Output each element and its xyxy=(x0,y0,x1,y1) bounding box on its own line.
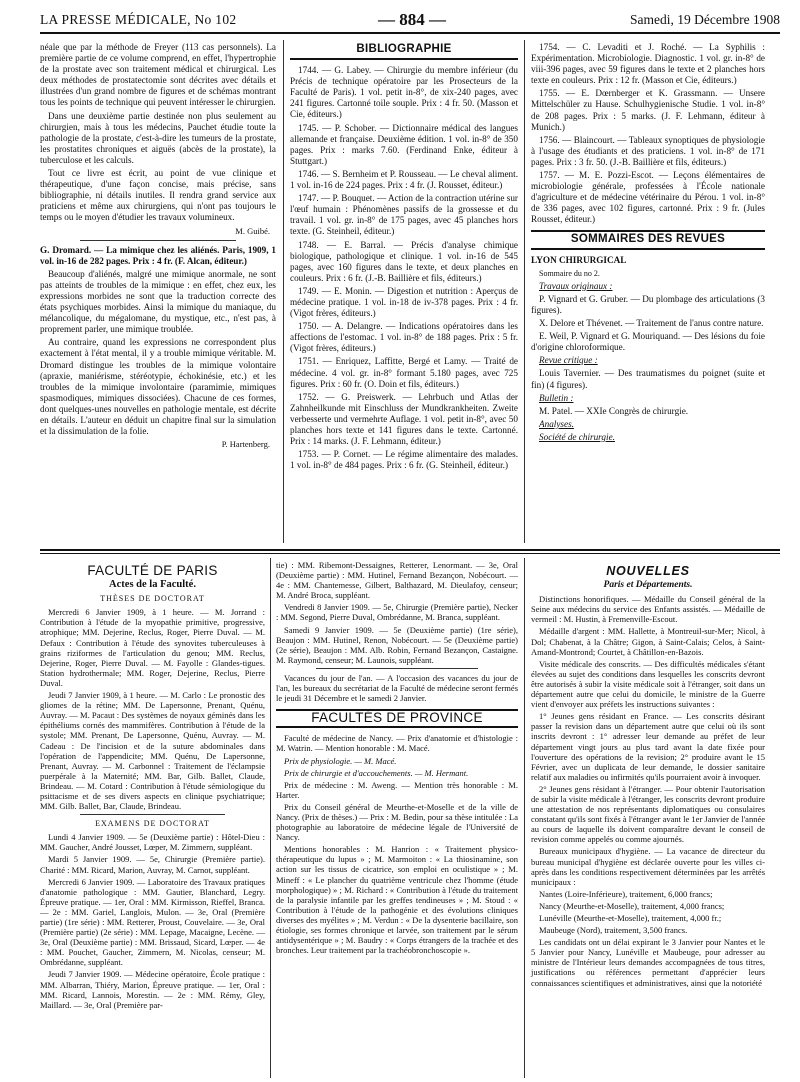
summary-item: Louis Tavernier. — Des traumatismes du poignet (suite et fin) (4 figures). xyxy=(531,368,765,390)
subheading xyxy=(531,419,765,430)
subheading-text: Société de chirurgie. xyxy=(539,431,615,442)
journal-title: LA PRESSE MÉDICALE, No 102 xyxy=(40,12,237,27)
news-list-item: Maubeuge (Nord), traitement, 3,500 francs. xyxy=(539,925,688,936)
faculte-paris-column xyxy=(40,563,265,1012)
review-paragraph: Tout ce livre est écrit, au point de vue clinique et thérapeutique, d'une façon concise, mais précise, sans bibliographie, ni détails inutiles. Il rendra grand service aux praticiens et même aux chirurgiens, qui n'ont pas toujours le temps ou le moyen d'étudier les travaux volumineux. xyxy=(40,168,276,223)
subsection-title: Paris et Départements. xyxy=(603,580,693,591)
exam-paragraph: Jeudi 7 Janvier 1909, à 1 heure. — M. Carlo : Le pronostic des gliomes de la rétine; MM. De Lapersonne, Prenant, Quénu, Auvray. — M. Pacaut : Des systèmes de noyaux géminés dans les épithéliums cornés des mammifères. Contribution à l'étude de la systole; MM. Prenant, De Lapersonne, Quénu, Auvray. — M. Cadeau : De l'incision et de la suture abdominales dans l'opération de l'appendicite; MM. Quénu, De Lapersonne, Prenant, Auvray. — M. Carbonnel : Traitement de l'éclampsie puerpérale à la Maternité; MM. Bar, Gilb. Ballet, Claude, Brindeau. — M. Cotard : Contribution à l'étude sémiologique du psittacisme et de ses divers aspects en clinique psychiatrique; MM. Gilb. Ballet, Bar, Claude, Brindeau. xyxy=(40,690,265,812)
bib-entry: 1756. — Blaincourt. — Tableaux synoptiques de physiologie à l'usage des étudiants et des praticiens. 1 vol. in-8° de 171 pages. Prix : 3 fr. 50. (J.-B. Baillière et fils, éditeurs.) xyxy=(531,134,765,167)
exam-paragraph: Samedi 9 Janvier 1909. — 5e (Deuxième partie) (1re série), Beaujon : MM. Hutinel, Renon, Nobécourt. — 5e (Deuxième partie) (2e série), Beaujon : MM. Alb. Robin, Fernand Bezançon, Castaigne. M. Raymond, censeur; M. Launois, suppléant. xyxy=(276,624,518,665)
page-number: — 884 — xyxy=(378,10,446,29)
faculte-middle-column xyxy=(276,560,518,957)
section-title: SOMMAIRES DES REVUES xyxy=(531,230,765,250)
prize-paragraph: Prix du Conseil général de Meurthe-et-Moselle et de la ville de Nancy. (Prix de thèses.) — Prix : M. Bedin, pour sa thèse intitulée : La photographie au laboratoire de médecine légale de l'Université de Nancy. xyxy=(276,801,518,843)
subheading xyxy=(531,281,765,292)
bib-entry: 1749. — E. Monin. — Digestion et nutrition : Aperçus de médecine pratique. 1 vol. in-18 de iv-378 pages. Prix : 4 fr. (Vigot frères, éditeurs.) xyxy=(290,285,518,319)
bib-entry: 1752. — G. Preiswerk. — Lehrbuch und Atlas der Zahnheilkunde mit Einschluss der Mundkrankheiten. Zweite verbesserte und vermehrte Auflage. 1 vol. petit in-8°, avec 50 planches hors texte et 141 figures dans le texte. Cartonné. Prix : 14 marks. (J. F. Lehmann, éditeur.) xyxy=(290,391,518,447)
summary-item: P. Vignard et G. Gruber. — Du plombage des articulations (3 figures). xyxy=(531,293,765,315)
summary-item: M. Patel. — XXIe Congrès de chirurgie. xyxy=(539,405,689,416)
news-paragraph: Bureaux municipaux d'hygiène. — La vacance de directeur du bureau municipal d'hygiène est déclarée ouverte pour les villes ci-après dans les conditions respectivement déterminées par les arrêtés municipaux : xyxy=(531,846,765,887)
section-title: NOUVELLES xyxy=(606,564,690,578)
journal-name: LYON CHIRURGICAL xyxy=(531,254,627,265)
news-list-item: Nancy (Meurthe-et-Moselle), traitement, 4,000 francs; xyxy=(539,900,725,911)
subheading-text: Analyses. xyxy=(539,418,574,429)
subheading-text: Travaux originaux : xyxy=(539,280,613,291)
prize-paragraph: Prix de physiologie. — M. Macé. xyxy=(284,755,397,766)
bib-entry: 1748. — E. Barral. — Précis d'analyse chimique biologique, pathologique et clinique. 1 vol. in-16 de 545 pages, avec 160 figures dans le texte, et deux planches en couleurs. Prix : 6 fr. (J.-B. Baillière et fils, éditeurs.) xyxy=(290,239,518,283)
bib-entry: 1750. — A. Delangre. — Indications opératoires dans les affections de l'estomac. 1 vol. in-8° de 188 pages. Prix : 5 fr. (Vigot frères, éditeurs.) xyxy=(290,321,518,354)
exam-paragraph: Mercredi 6 Janvier 1909. — Laboratoire des Travaux pratiques d'anatomie pathologique : MM. Gautier, Blanchard, Legry. Épreuve pratique. — 1er, Oral : MM. Kirmisson, Rieffel, Branca. — 2e : MM. Gariel, Langlois, Mulon. — 3e, Oral (Première partie) (1re série) : MM. Retterer, Proust, Couvelaire. — 3e, Oral (Première partie) (2e série) : MM. Lepage, Macaigne, Lecène. — 3e, Oral (Deuxième partie) : MM. Brissaud, Sicard, Lœper. — 4e : MM. Pouchet, Gaucher, Zimmern, M. Nicolas, censeur; M. Ombrédanne, suppléant. xyxy=(40,876,265,968)
prize-paragraph: Prix de chirurgie et d'accouchements. — M. Hermant. xyxy=(284,767,469,778)
exam-paragraph: Mercredi 6 Janvier 1909, à 1 heure. — M. Jorrand : Contribution à l'étude de la myopathie primitive, progressive, atrophique; MM. Dejerine, Reclus, Roger, Pierre Duval. — M. Defaux : Contribution à l'étude des synovites tuberculeuses à grains riziformes de l'articulation du genou; MM. Reclus, Dejerine, Roger, Pierre Duval. — M. Fayolle : Glandes-tigues. Station hydrothermale; MM. Roger, Dejerine, Reclus, Pierre Duval. xyxy=(40,607,265,688)
review-paragraph: Dans une deuxième partie destinée non plus seulement au chirurgien, mais à tous les médecins, Pauchet étudie toute la pathologie de la prostate, c'est-à-dire les tumeurs de la prostate, les prostatites chroniques et aiguës (abcès de la prostate), la tuberculose et les calculs. xyxy=(40,110,276,165)
divider xyxy=(80,240,236,241)
bib-entry: 1753. — P. Cornet. — Le régime alimentaire des malades. 1 vol. in-8° de 484 pages. Prix : 6 fr. (G. Steinheil, éditeur.) xyxy=(290,449,518,471)
section-title: BIBLIOGRAPHIE xyxy=(290,42,518,60)
bib-entry: 1744. — G. Labey. — Chirurgie du membre inférieur (du Précis de technique opératoire par les Prosecteurs de la Faculté de Paris). 1 vol. petit in-8°, de xix-240 pages, avec 241 figures. Cartonné toile souple. Prix : 4 fr. 50. (Masson et Cie, éditeurs.) xyxy=(290,65,518,120)
subheading xyxy=(531,355,765,366)
review-signature: M. Guibé. xyxy=(235,225,270,236)
issue-date: Samedi, 19 Décembre 1908 xyxy=(630,12,780,27)
journal-summary-label: Sommaire du no 2. xyxy=(539,268,600,278)
subsection-label: EXAMENS DE DOCTORAT xyxy=(95,819,210,829)
review-column xyxy=(40,42,276,450)
review-paragraph: Beaucoup d'aliénés, malgré une mimique anormale, ne sont pas atteints de troubles de la mimique : en effet, chez eux, les expressions morbides ne sont que la traduction correcte des états psychiques morbides. Ainsi la mimique du maniaque, du mélancolique, du mégalomane, du mystique, etc., n'est pas, à proprement parler, une mimique troublée. xyxy=(40,268,276,335)
news-list-item: Nantes (Loire-Inférieure), traitement, 6,000 francs; xyxy=(539,888,713,899)
news-list-item: Lunéville (Meurthe-et-Moselle), traitement, 4,000 fr.; xyxy=(539,913,722,923)
prize-paragraph: Faculté de médecine de Nancy. — Prix d'anatomie et d'histologie : M. Watrin. — Mention honorable : M. Macé. xyxy=(276,733,518,754)
divider xyxy=(316,668,478,669)
bib-entry: 1745. — P. Schober. — Dictionnaire médical des langues allemande et française. Deuxième édition. 1 vol. in-8° de 350 pages. Prix : marks 7.60. (Ferdinand Enke, éditeur à Stuttgart.) xyxy=(290,122,518,166)
column-divider xyxy=(524,558,525,1078)
vacances-notice: Vacances du jour de l'an. — A l'occasion des vacances du jour de l'an, les bureaux du secrétariat de la Faculté de médecine seront fermés le jeudi 31 Décembre et le samedi 2 Janvier. xyxy=(276,672,518,704)
section-divider xyxy=(40,553,780,554)
summary-item: X. Delore et Thévenet. — Traitement de l'anus contre nature. xyxy=(539,318,764,329)
bib-entry: 1757. — M. E. Pozzi-Escot. — Leçons élémentaires de microbiologie générale, professées à l'École nationale d'agriculture et de médecine vétérinaire du Pérou. 1 vol. in-8° de 336 pages, avec 102 figures, cartonné. Prix : 9 fr. (Jules Rousset, éditeur.) xyxy=(531,170,765,225)
bib-entry: 1751. — Enriquez, Laffitte, Bergé et Lamy. — Traité de médecine. 4 vol. gr. in-8° formant 5.180 pages, avec 725 figures. Prix : 60 fr. (O. Doin et fils, éditeurs.) xyxy=(290,356,518,389)
bib-entry: 1754. — C. Levaditi et J. Roché. — La Syphilis : Expérimentation. Microbiologie. Diagnostic. 1 vol. gr. in-8° de viii-396 pages, avec 59 figures dans le texte et 2 planches hors texte en couleurs. Prix : 12 fr. (Masson et Cie, éditeurs.) xyxy=(531,42,765,86)
page-header xyxy=(40,10,780,34)
bib-entry: 1746. — S. Bernheim et P. Rousseau. — Le cheval aliment. 1 vol. in-16 de 224 pages. Prix : 4 fr. (J. Rousset, éditeur.) xyxy=(290,168,518,191)
summary-item: E. Weil, P. Vignard et G. Mouriquand. — Des lésions du foie d'origine chloroformique. xyxy=(531,331,765,353)
bibliographie-column xyxy=(290,42,518,473)
subheading-text: Revue critique : xyxy=(539,355,598,366)
prize-paragraph: Mentions honorables : M. Hanrion : « Traitement physico-thérapeutique du lupus » ; M. Marmoiton : « La thiosinamine, son action sur les tissus de cicatrice, son emploi en oculistique » ; M. Mineff : « Le plancher du quatrième ventricule chez l'homme (étude morphologique) » ; M. Richard : « Contribution à l'étude du traitement de la paralysie infantile par les greffes tendineuses » ; M. Stoud : « Contribution à l'étude de la pathogénie et des évolutions cliniques diverses des myélites » ; M. Verdun : « De la dysenterie bacillaire, son étiologie, ses formes chronique et larvée, son traitement par le sérum antidysentérique » ; M. Baudry : « Corps étrangers de la trachée et des bronches. Leur traitement par la trachéobronchoscopie ». xyxy=(276,844,518,956)
exam-paragraph: tie) : MM. Ribemont-Dessaignes, Retterer, Lenormant. — 3e, Oral (Deuxième partie) : MM. Hutinel, Fernand Bezançon, Nobécourt. — 4e : MM. Chantemesse, Gilbert, Balthazard, M. Dieulafoy, censeur; M. André Broca, suppléant. xyxy=(276,560,518,601)
section-title: FACULTÉ DE PARIS xyxy=(87,563,218,578)
bib-entry: 1755. — E. Dœrnberger et K. Grassmann. — Unsere Mittelschüler zu Hause. Schulhygienische Studie. 1 vol. in-8° de 208 pages. Prix : 5 marks. (J. F. Lehmann, éditeur à Munich.) xyxy=(531,88,765,132)
news-paragraph: Distinctions honorifiques. — Médaille du Conseil général de la Seine aux médecins du service des Enfants assistés. — Médaille de vermeil : M. Hustin, à Fremenville-Escout. xyxy=(531,594,765,625)
news-paragraph: Les candidats ont un délai expirant le 3 Janvier pour Nantes et le 5 Janvier pour Nancy, Lunéville et Maubeuge, pour adresser au ministre de l'Intérieur leurs demandes accompagnées de tous titres, justifications ou références permettant d'apprécier leurs connaissances scientifiques et administratives, ainsi que la notoriété xyxy=(531,937,765,988)
review-heading: G. Dromard. — La mimique chez les aliénés. Paris, 1909, 1 vol. in-16 de 282 pages. Prix : 4 fr. (F. Alcan, éditeur.) xyxy=(40,244,276,266)
subheading-text: Bulletin : xyxy=(539,392,574,403)
exam-paragraph: Vendredi 8 Janvier 1909. — 5e, Chirurgie (Première partie), Necker : MM. Segond, Pierre Duval, Ombrédanne, M. Branca, suppléant. xyxy=(276,602,518,623)
subsection-label: THÈSES DE DOCTORAT xyxy=(100,594,205,604)
column-divider xyxy=(524,40,525,543)
exam-paragraph: Lundi 4 Janvier 1909. — 5e (Deuxième partie) : Hôtel-Dieu : MM. Gaucher, André Jousset, Lœper, M. Zimmern, suppléant. xyxy=(40,832,265,853)
subheading xyxy=(531,393,765,404)
nouvelles-column xyxy=(531,566,765,990)
section-title: FACULTÉS DE PROVINCE xyxy=(276,709,518,728)
subheading xyxy=(531,432,765,443)
news-paragraph: Visite médicale des conscrits. — Des difficultés médicales s'étant élevées au sujet des conditions dans lesquelles les conscrits devront être autorisés à subir la visite médicale soit à l'étranger, soit dans un département autre que celui du domicile, le ministre de la Guerre vient d'envoyer aux préfets les instructions suivantes : xyxy=(531,658,765,710)
prize-paragraph: Prix de médecine : M. Aweng. — Mention très honorable : M. Harter. xyxy=(276,779,518,800)
subsection-title: Actes de la Faculté. xyxy=(109,579,196,591)
news-paragraph: 2° Jeunes gens résidant à l'étranger. — Pour obtenir l'autorisation de subir la visite médicale à l'étranger, les conscrits devront produire une attestation de nos représentants diplomatiques ou consulaires constatant qu'ils sont fixés à l'étranger avant le 1er Janvier de l'année au cours de laquelle ils doivent comparaître devant le conseil de revision comme appelés ou comme ajournés. xyxy=(531,783,765,845)
news-paragraph: 1° Jeunes gens résidant en France. — Les conscrits désirant passer la revision dans un département autre que celui où ils sont inscrits devront : 1° adresser leur demande au préfet de leur département vingt jours au plus tard avant la date fixée pour l'ouverture des opérations de la revision; 2° produire avant le 15 Février, avec un duplicata de leur demande, le dossier sanitaire relatif aux maladies ou infirmités qu'ils pourraient avoir à invoquer. xyxy=(531,711,765,782)
column-divider xyxy=(270,558,271,1078)
review-paragraph: Au contraire, quand les expressions ne correspondent plus exactement à l'état mental, il y a trouble mimique véritable. M. Dromard distingue les troubles de la mimique volontaire (apraxie, maniérisme, stéréotypie, échokinésie, etc.) et les troubles de la mimique involontaire (paramimie, mimiques spasmodiques, mimiques dissociées). Chacune de ces formes, dont quelques-unes nouvelles en pathologie mentale, est décrite en détails. L'auteur en déduit un chapitre final sur la simulation et la dissimulation de la folie. xyxy=(40,337,276,437)
exam-paragraph: Jeudi 7 Janvier 1909. — Médecine opératoire, École pratique : MM. Albarran, Thiéry, Marion, Épreuve pratique. — 1er, Oral : MM. Ricard, Lannois, Morestin. — 2e : MM. Rémy, Gley, Maillard. — 3e, Oral (Première par- xyxy=(40,969,265,1010)
right-upper-column xyxy=(531,42,765,445)
bib-entry: 1747. — P. Bouquet. — Action de la contraction utérine sur l'œuf humain : Phénomènes passifs de la grossesse et du travail. 1 vol. gr. in-8° de 175 pages, avec 45 planches hors texte. (G. Steinheil, éditeur.) xyxy=(290,193,518,237)
news-paragraph: Médaille d'argent : MM. Hallette, à Montreuil-sur-Mer; Nicol, à Dol; Chabenat, à la Châtre; Gigon, à Saint-Calais; Celos, à Saint-Amand-Montrond; Courtet, à Châtillon-en-Bazois. xyxy=(531,626,765,657)
review-signature: P. Hartenberg. xyxy=(221,439,270,450)
section-divider xyxy=(40,549,780,551)
exam-paragraph: Mardi 5 Janvier 1909. — 5e, Chirurgie (Première partie). Charité : MM. Ricard, Marion, Auvray, M. Carnot, suppléant. xyxy=(40,854,265,875)
divider xyxy=(80,814,225,815)
review-paragraph: néale que par la méthode de Freyer (113 cas personnels). La première partie de ce volume comprend, en effet, l'hypertrophie de la prostate avec son traitement médical et chirurgical. Les deux méthodes de prostatectomie sont décrites avec détails et illustrées d'un grand nombre de figures et de schémas montrant tous les points de technique qui peuvent intéresser le chirurgien. xyxy=(40,42,276,108)
column-divider xyxy=(283,40,284,543)
